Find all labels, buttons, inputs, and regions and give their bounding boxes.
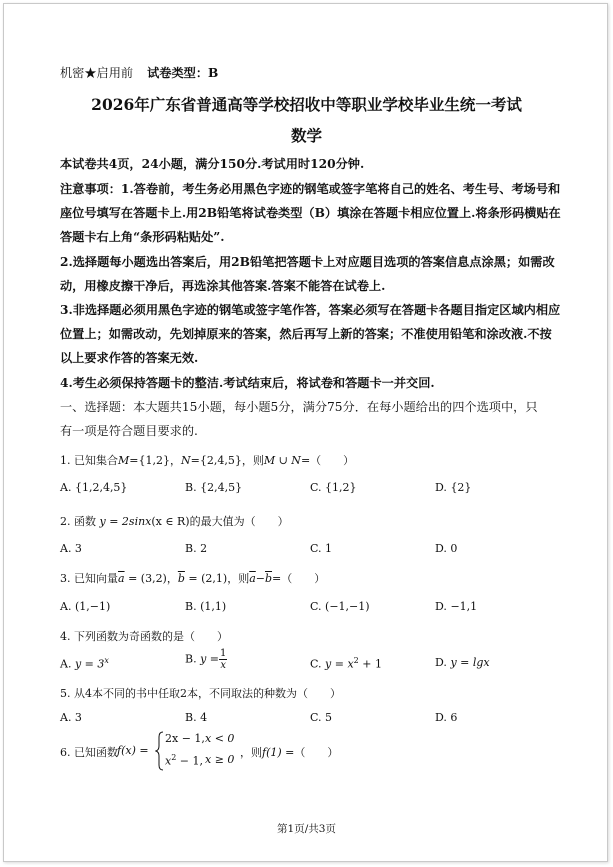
- q4-option-a: [60, 656, 109, 671]
- q6-case-1-expr-text: 2x − 1,: [165, 732, 205, 745]
- q5-option-b: B. 4: [185, 711, 208, 724]
- question-1-stem: [60, 452, 354, 468]
- note-1-line-3: 答题卡右上角“条形码粘贴处”.: [60, 230, 225, 244]
- q6-f1: f(1) =: [262, 746, 295, 759]
- q6-case-1-expr: [165, 732, 205, 745]
- question-4-stem: 4. 下列函数为奇函数的是（ ）: [60, 630, 228, 643]
- q4-option-c-tail: + 1: [362, 657, 382, 671]
- q1-option-b: [185, 481, 242, 494]
- page-footer: 第1页/共3页: [277, 823, 336, 835]
- q4-option-b-denominator: x: [220, 660, 227, 671]
- q1-equals-2: =: [190, 454, 200, 467]
- q1-option-a-value: {1,2,4,5}: [74, 481, 128, 494]
- q4-option-b-fraction: [219, 648, 227, 671]
- q6-case-2-exponent: 2: [171, 753, 177, 762]
- note-3-line-1: 3.非选择题必须用黑色字迹的钢笔或签字笔作答，答案必须写在答题卡各题目指定区域内相应: [60, 303, 561, 317]
- q1-option-d-label: D.: [435, 481, 447, 494]
- q6-brace: [155, 731, 165, 771]
- section-heading-line-1: 一、选择题：本大题共15小题，每小题5分，满分75分．在每小题给出的四个选项中，只: [60, 400, 538, 414]
- q4-option-d-value: y = lgx: [450, 656, 490, 669]
- q4-option-c: [310, 656, 382, 671]
- q3-option-d-label: D.: [435, 600, 447, 613]
- q6-case-2-expr: [165, 753, 203, 768]
- q4-option-b-numerator: 1: [220, 648, 227, 659]
- q3-diff-a: $\overline{a}$: [249, 572, 256, 585]
- q2-domain: (x ∈ R): [151, 515, 190, 528]
- q1-option-a: [60, 481, 127, 494]
- q1-then: ，则: [241, 454, 264, 467]
- note-1-line-1: 注意事项：1.答卷前，考生务必用黑色字迹的钢笔或签字笔将自己的姓名、考生号、考场号和: [60, 182, 561, 196]
- q3-option-a: [60, 600, 110, 613]
- q1-option-c: [310, 481, 357, 494]
- q3-option-c-label: C.: [310, 600, 322, 613]
- q1-option-b-value: {2,4,5}: [200, 481, 243, 494]
- q6-then: ，则: [240, 746, 262, 759]
- note-4-line-1: 4.考生必须保持答题卡的整洁.考试结束后，将试卷和答题卡一并交回.: [60, 376, 435, 390]
- q1-union-expr: M ∪ N: [263, 454, 301, 467]
- q3-vector-a: $\overline{a}$: [118, 572, 125, 585]
- q3-equals: =: [272, 572, 282, 585]
- q5-option-c: C. 5: [310, 711, 333, 724]
- q2-text: 2. 函数: [60, 515, 96, 528]
- q5-option-a: A. 3: [60, 711, 82, 724]
- q3-text: 3. 已知向量: [60, 572, 118, 585]
- q4-option-c-label: C.: [310, 657, 322, 671]
- q1-set-n-value: {2,4,5}: [199, 454, 242, 467]
- q4-option-c-value: y = x: [325, 657, 354, 671]
- q6-ask: [240, 744, 338, 760]
- q3-minus: −: [255, 572, 265, 585]
- q1-comma: ，: [169, 454, 181, 467]
- q3-vector-b-value: = (2,1): [188, 572, 228, 585]
- q6-case-1-cond: [205, 732, 234, 745]
- q2-option-b: B. 2: [185, 542, 208, 555]
- q4-option-b: [185, 648, 227, 671]
- q1-set-n: N: [180, 454, 191, 467]
- exam-title: 2026年广东省普通高等学校招收中等职业学校毕业生统一考试: [91, 95, 522, 114]
- question-3-stem: [60, 570, 325, 586]
- q3-answer-blank: （ ）: [281, 572, 326, 585]
- q6-case-2-tail: − 1,: [176, 754, 204, 768]
- q6-answer-blank: （ ）: [294, 746, 339, 759]
- q1-option-d: [435, 481, 471, 494]
- q6-case-2-cond: [205, 753, 234, 766]
- section-heading-line-2: 有一项是符合题目要求的.: [60, 424, 198, 438]
- q4-option-a-exponent: x: [104, 656, 109, 665]
- note-3-line-2: 位置上；如需改动，先划掉原来的答案，然后再写上新的答案；不准使用铅笔和涂改液.不按: [60, 327, 552, 341]
- q6-fx: f(x) =: [117, 744, 149, 757]
- q6-case-2-x: x: [165, 754, 172, 768]
- q6-case-2-cond-text: x ≥ 0: [205, 753, 235, 766]
- q2-option-a: A. 3: [60, 542, 82, 555]
- note-2-line-2: 动，用橡皮擦干净后，再选涂其他答案.答案不能答在试卷上.: [60, 279, 386, 293]
- note-1-line-2: 座位号填写在答题卡上.用2B铅笔将试卷类型（B）填涂在答题卡相应位置上.将条形码横贴在: [60, 206, 561, 220]
- q1-option-d-value: {2}: [450, 481, 472, 494]
- q4-option-b-prefix: y =: [200, 652, 220, 666]
- q1-option-a-label: A.: [60, 481, 72, 494]
- q1-option-c-value: {1,2}: [325, 481, 357, 494]
- q4-option-a-value: y = 3: [74, 657, 105, 671]
- q3-option-a-value: (1,−1): [74, 600, 111, 613]
- question-5-stem: 5. 从4本不同的书中任取2本，不同取法的种数为（ ）: [60, 687, 341, 700]
- q3-option-d-value: −1,1: [450, 600, 478, 613]
- q3-vector-b: $\overline{b}$: [177, 572, 185, 585]
- secret-label: 机密★启用前: [60, 66, 134, 80]
- q1-option-c-label: C.: [310, 481, 322, 494]
- q4-option-d-label: D.: [435, 656, 447, 669]
- q4-option-b-label: B.: [185, 652, 197, 666]
- q3-diff-b: $\overline{b}$: [264, 572, 273, 585]
- q1-set-m: M: [118, 454, 130, 467]
- q1-option-b-label: B.: [185, 481, 197, 494]
- q2-function: y = 2sinx: [99, 515, 152, 528]
- q3-option-d: [435, 600, 477, 613]
- question-2-stem: [60, 513, 289, 529]
- q3-option-b-value: (1,1): [200, 600, 227, 613]
- q4-option-c-exponent: 2: [353, 656, 359, 665]
- header-line: [60, 64, 218, 81]
- note-2-line-1: 2.选择题每小题选出答案后，用2B铅笔把答题卡上对应题目选项的答案信息点涂黑；如需改: [60, 255, 555, 269]
- q3-option-a-label: A.: [60, 600, 72, 613]
- q5-option-d: D. 6: [435, 711, 458, 724]
- q2-option-d: D. 0: [435, 542, 458, 555]
- q6-case-1-cond-text: x < 0: [205, 732, 235, 745]
- note-3-line-3: 以上要求作答的答案无效.: [60, 351, 199, 365]
- q1-equals-3: =: [300, 454, 311, 467]
- intro-text: 本试卷共4页，24小题，满分150分.考试用时120分钟.: [60, 157, 365, 171]
- q3-option-c-value: (−1,−1): [325, 600, 370, 613]
- q1-equals: =: [129, 454, 139, 467]
- q3-comma: ，: [166, 572, 178, 585]
- q1-text: 1. 已知集合: [60, 454, 118, 467]
- q6-text: 6. 已知函数: [60, 746, 118, 759]
- paper-type-label: 试卷类型：B: [147, 66, 219, 80]
- q3-vector-a-value: = (3,2): [128, 572, 167, 585]
- q6-function-label: [117, 744, 149, 757]
- q2-text-tail: 的最大值为（ ）: [189, 515, 289, 528]
- q1-answer-blank: （ ）: [310, 454, 355, 467]
- q2-option-c: C. 1: [310, 542, 333, 555]
- q4-option-d: [435, 656, 490, 669]
- q1-set-m-value: {1,2}: [138, 454, 170, 467]
- q3-option-b: [185, 600, 226, 613]
- q4-option-a-label: A.: [60, 657, 72, 671]
- q3-option-b-label: B.: [185, 600, 197, 613]
- subject-title: 数学: [290, 126, 322, 145]
- q3-option-c: [310, 600, 370, 613]
- q3-then: ，则: [227, 572, 250, 585]
